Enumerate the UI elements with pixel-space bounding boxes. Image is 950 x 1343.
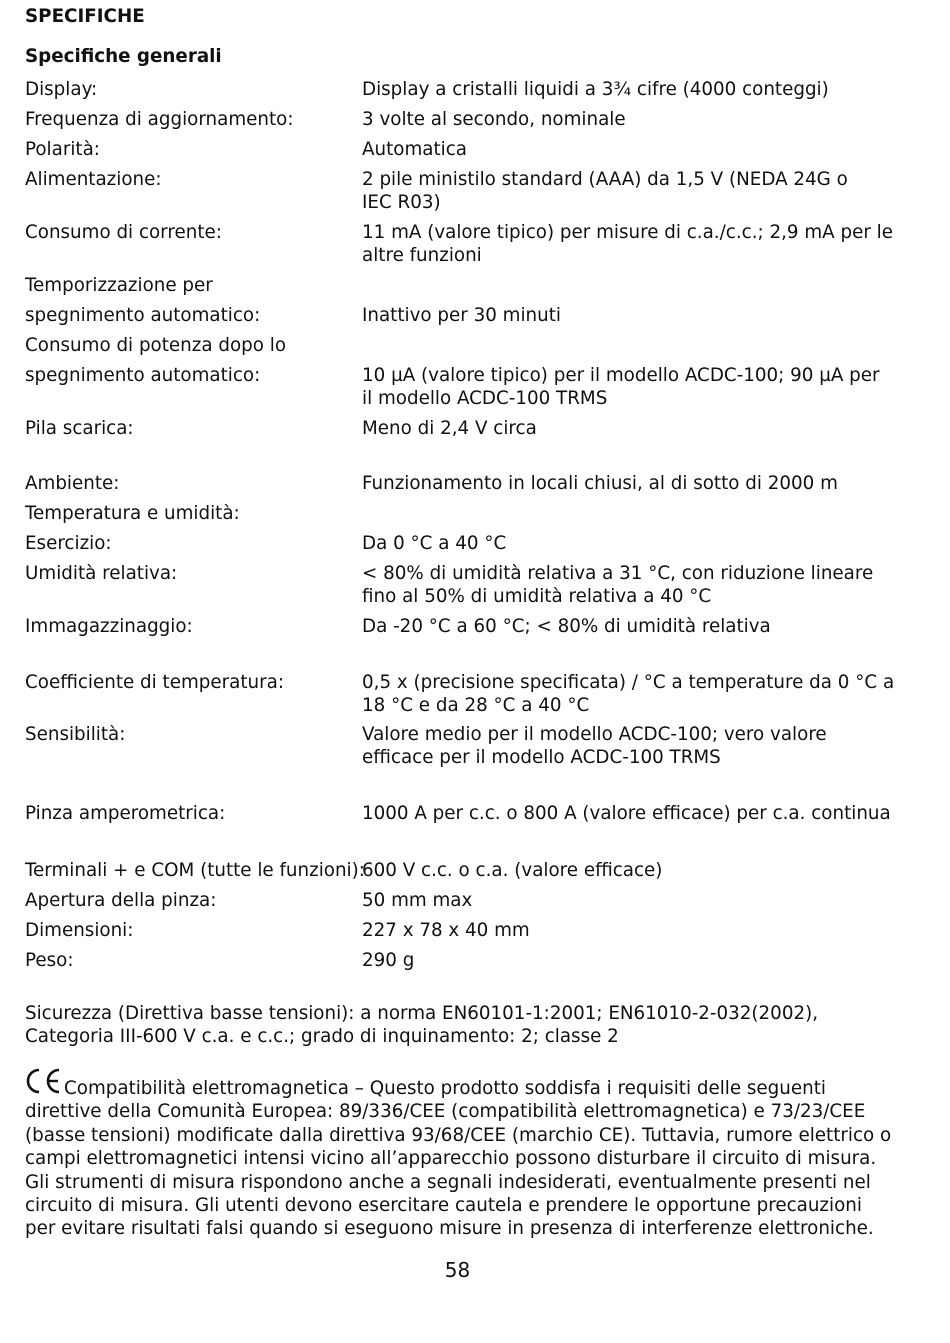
spec-value-operating: Da 0 °C a 40 °C	[362, 533, 507, 554]
spec-value-auto-off: Inattivo per 30 minuti	[362, 305, 561, 326]
spec-value-current-line1: 11 mA (valore tipico) per misure di c.a./c.c.; 2,9 mA per le	[362, 222, 893, 243]
spec-value-off-power-line2: il modello ACDC-100 TRMS	[362, 388, 608, 409]
spec-value-temp-coeff-line1: 0,5 x (precisione specificata) / °C a temperature da 0 °C a	[362, 672, 895, 693]
spec-label-temp-humidity: Temperatura e umidità:	[25, 503, 240, 524]
emc-line3: (basse tensioni) modificate dalla direttiva 93/68/CEE (marchio CE). Tuttavia, rumore elettrico o	[25, 1125, 892, 1146]
spec-value-weight: 290 g	[362, 950, 415, 971]
page-number: 58	[444, 1258, 471, 1282]
spec-value-polarity: Automatica	[362, 139, 467, 160]
spec-value-terminals: 600 V c.c. o c.a. (valore efficace)	[362, 860, 663, 881]
spec-value-refresh: 3 volte al secondo, nominale	[362, 109, 626, 130]
spec-value-storage: Da -20 °C a 60 °C; < 80% di umidità relativa	[362, 616, 771, 637]
emc-line7: per evitare risultati falsi quando si eseguono misure in presenza di interferenze elettroniche.	[25, 1218, 874, 1239]
spec-label-rel-humidity: Umidità relativa:	[25, 563, 178, 584]
emc-line2: direttive della Comunità Europea: 89/336/CEE (compatibilità elettromagnetica) e 73/23/CEE	[25, 1101, 866, 1122]
spec-value-off-power-line1: 10 µA (valore tipico) per il modello ACDC-100; 90 µA per	[362, 365, 880, 386]
spec-value-rel-humidity-line2: fino al 50% di umidità relativa a 40 °C	[362, 586, 712, 607]
emc-line1: Compatibilità elettromagnetica – Questo prodotto soddisfa i requisiti delle seguenti	[64, 1078, 826, 1099]
spec-value-jaw: 50 mm max	[362, 890, 473, 911]
spec-label-clamp: Pinza amperometrica:	[25, 803, 226, 824]
spec-label-terminals: Terminali + e COM (tutte le funzioni):	[25, 860, 365, 881]
emc-line4: campi elettromagnetici intensi vicino all’apparecchio possono disturbare il circuito di misura.	[25, 1148, 877, 1169]
spec-value-power-line2: IEC R03)	[362, 192, 441, 213]
spec-value-power-line1: 2 pile ministilo standard (AAA) da 1,5 V (NEDA 24G o	[362, 169, 848, 190]
spec-label-storage: Immagazzinaggio:	[25, 616, 193, 637]
safety-line2: Categoria III-600 V c.a. e c.c.; grado di inquinamento: 2; classe 2	[25, 1026, 619, 1047]
spec-label-weight: Peso:	[25, 950, 74, 971]
safety-line1: Sicurezza (Direttiva basse tensioni): a norma EN60101-1:2001; EN61010-2-032(2002),	[25, 1003, 819, 1024]
section-subheading: Specifiche generali	[25, 46, 222, 67]
section-heading: SPECIFICHE	[25, 6, 145, 27]
spec-label-auto-off-line1: Temporizzazione per	[25, 275, 213, 296]
spec-label-operating: Esercizio:	[25, 533, 112, 554]
spec-label-sensitivity: Sensibilità:	[25, 724, 126, 745]
spec-value-temp-coeff-line2: 18 °C e da 28 °C a 40 °C	[362, 695, 590, 716]
spec-label-current: Consumo di corrente:	[25, 222, 222, 243]
spec-label-off-power-line1: Consumo di potenza dopo lo	[25, 335, 286, 356]
spec-value-sensitivity-line2: efficace per il modello ACDC-100 TRMS	[362, 747, 721, 768]
spec-value-low-battery: Meno di 2,4 V circa	[362, 418, 537, 439]
spec-label-power: Alimentazione:	[25, 169, 162, 190]
emc-line5: Gli strumenti di misura rispondono anche a segnali indesiderati, eventualmente presenti nel	[25, 1172, 871, 1193]
spec-label-polarity: Polarità:	[25, 139, 100, 160]
emc-line6: circuito di misura. Gli utenti devono esercitare cautela e prendere le opportune precauzioni	[25, 1195, 862, 1216]
spec-label-jaw: Apertura della pinza:	[25, 890, 217, 911]
spec-value-environment: Funzionamento in locali chiusi, al di sotto di 2000 m	[362, 473, 838, 494]
ce-mark-icon	[22, 1066, 62, 1096]
spec-label-dimensions: Dimensioni:	[25, 920, 134, 941]
spec-label-auto-off-line2: spegnimento automatico:	[25, 305, 261, 326]
spec-value-clamp: 1000 A per c.c. o 800 A (valore efficace) per c.a. continua	[362, 803, 891, 824]
spec-value-display: Display a cristalli liquidi a 3¾ cifre (4000 conteggi)	[362, 79, 829, 100]
spec-label-temp-coeff: Coefficiente di temperatura:	[25, 672, 284, 693]
spec-label-refresh: Frequenza di aggiornamento:	[25, 109, 294, 130]
spec-value-rel-humidity-line1: < 80% di umidità relativa a 31 °C, con riduzione lineare	[362, 563, 874, 584]
spec-value-current-line2: altre funzioni	[362, 245, 482, 266]
spec-label-off-power-line2: spegnimento automatico:	[25, 365, 261, 386]
spec-value-dimensions: 227 x 78 x 40 mm	[362, 920, 530, 941]
spec-label-environment: Ambiente:	[25, 473, 120, 494]
spec-label-low-battery: Pila scarica:	[25, 418, 134, 439]
spec-label-display: Display:	[25, 79, 98, 100]
spec-value-sensitivity-line1: Valore medio per il modello ACDC-100; vero valore	[362, 724, 827, 745]
